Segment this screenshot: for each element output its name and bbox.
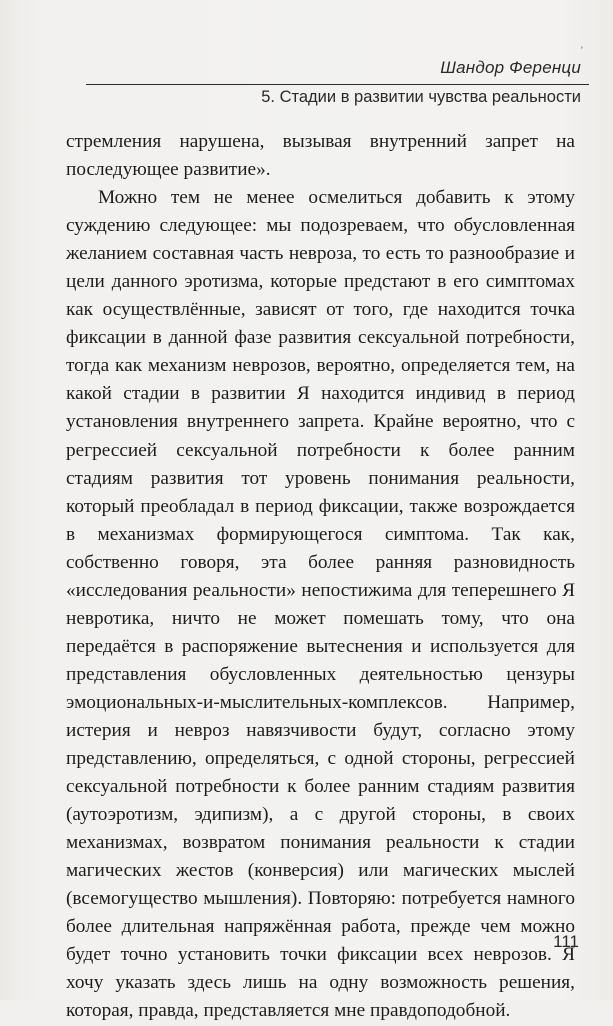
header-rule xyxy=(86,84,589,85)
page-number: 111 xyxy=(553,932,579,951)
body-text xyxy=(66,128,575,1026)
corner-mark: ʼ xyxy=(580,46,583,57)
paragraph-continuation: стремления нарушена, вызывая внутренний запрет на последующее развитие». xyxy=(66,131,575,181)
paragraph: Можно тем не менее осмелиться добавить к этому суждению следующее: мы подозреваем, что обусловленная желанием составная часть невроза, то есть то разнообразие и цели данного эротизма, которые предстают в его симптомах как осуществлённые, зависят от того, где находится точка фиксации в данной фазе развития сексуальной потребности, тогда как механизм неврозов, вероятно, определяется тем, на какой стадии в развитии Я находится индивид в период установления внутреннего запрета. Крайне вероятно, что с регрессией сексуальной потребности к более ранним стадиям развития тот уровень понимания реальности, который преобладал в период фиксации, также возрождается в механизмах формирующегося симптома. Так как, собственно говоря, эта более ранняя разновидность «исследования реальности» непостижима для теперешнего Я невротика, ничто не может помешать тому, что она передаётся в распоряжение вытеснения и используется для представления обусловленных деятельностью цензуры эмоциональных-и-мыслительных-комплексов. Например, истерия и невроз навязчивости будут, согласно этому представлению, определяться, с одной стороны, регрессией сексуальной потребности к более ранним стадиям развития (аутоэротизм, эдипизм), а с другой стороны, в своих механизмах, возвратом понимания реальности к стадии магических жестов (конверсия) или магических мыслей (всемогущество мышления). Повторяю: потребуется намного более длительная напряжённая работа, прежде чем можно будет точно установить точки фиксации всех неврозов. Я хочу указать здесь лишь на одну возможность решения, которая, правда, представляется мне правдоподобной. xyxy=(66,187,575,1022)
running-head-author: Шандор Ференци xyxy=(440,58,581,77)
running-head-chapter: 5. Стадии в развитии чувства реальности xyxy=(261,88,581,106)
